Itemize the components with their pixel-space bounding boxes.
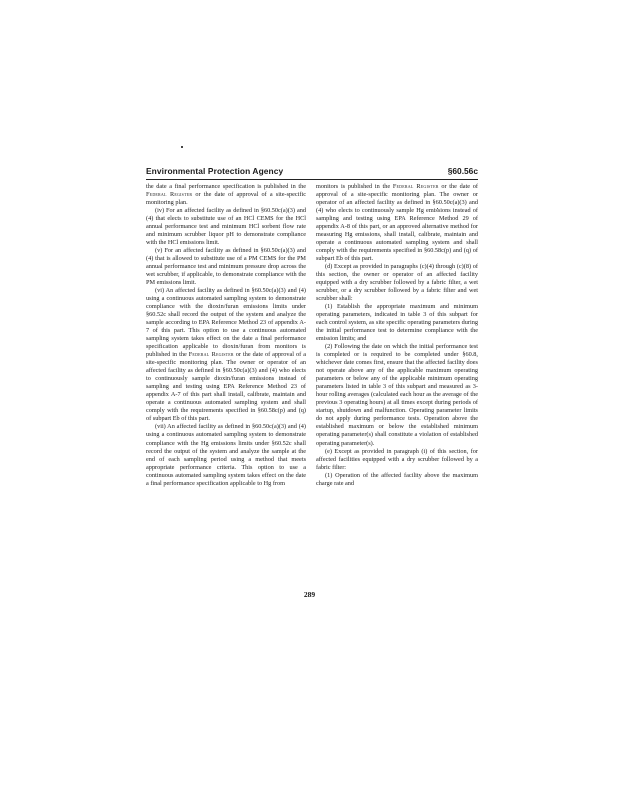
scan-speck [181,146,183,148]
paragraph: (e) Except as provided in paragraph (i) of this section, for affected facilities equipped with a dry scrubber followed by a fabric filter: [316,447,478,471]
left-text-column [146,183,306,488]
paragraph: (vi) An affected facility as defined in §60.50c(a)(3) and (4) using a continuous automated sampling system to demonstrate compliance with the dioxin/furan emissions limits under §60.52c shall record the output of the system and analyze the sample according to EPA Reference Method 23 of appendix A-7 of this part. This option to use a continuous automated sampling system takes effect on the date a final performance specification applicable to dioxin/furan from monitors is published in the Federal Register or the date of approval of a site-specific monitoring plan. The owner or operator of an affected facility as defined in §60.50c(a)(3) and (4) who elects to continuously sample dioxin/furan emissions instead of sampling and testing using EPA Reference Method 23 of appendix A-7 of this part shall install, calibrate, maintain and operate a continuous automated sampling system and shall comply with the requirements specified in §60.58c(p) and (q) of subpart Eb of this part. [146,287,306,423]
paragraph: (v) For an affected facility as defined in §60.50c(a)(3) and (4) that is allowed to substitute use of a PM CEMS for the PM annual performance test and minimum pressure drop across the wet scrubber, if applicable, to demonstrate compliance with the PM emissions limit. [146,247,306,287]
header-rule [146,179,478,180]
paragraph: the date a final performance specification is published in the Federal Register or the date of approval of a site-specific monitoring plan. [146,183,306,207]
paragraph: (iv) For an affected facility as defined in §60.50c(a)(3) and (4) that elects to substitute use of an HCl CEMS for the HCl annual performance test and minimum HCl sorbent flow rate and minimum scrubber liquor pH to demonstrate compliance with the HCl emissions limit. [146,207,306,247]
right-text-column [316,183,478,488]
paragraph: (2) Following the date on which the initial performance test is completed or is required to be completed under §60.8, whichever date comes first, ensure that the affected facility does not operate above any of the applicable maximum operating parameters or below any of the applicable minimum operating parameters listed in table 3 of this subpart and measured as 3-hour rolling averages (calculated each hour as the average of the previous 3 operating hours) at all times except during periods of startup, shutdown and malfunction. Operating parameter limits do not apply during performance tests. Operation above the established maximum or below the established minimum operating parameter(s) shall constitute a violation of established operating parameter(s). [316,343,478,447]
header-section-number: §60.56c [447,166,478,176]
paragraph: (vii) An affected facility as defined in §60.50c(a)(3) and (4) using a continuous automated sampling system to demonstrate compliance with the Hg emissions limits under §60.52c shall record the output of the system and analyze the sample at the end of each sampling period using a method that meets appropriate performance criteria. This option to use a continuous automated sampling system takes effect on the date a final performance specification applicable to Hg from [146,423,306,487]
running-header [146,166,478,178]
header-agency: Environmental Protection Agency [146,166,284,176]
paragraph: monitors is published in the Federal Register or the date of approval of a site-specific monitoring plan. The owner or operator of an affected facility as defined in §60.50c(a)(3) and (4) who elects to continuously sample Hg emissions instead of sampling and testing using EPA Reference Method 29 of appendix A-8 of this part, or an approved alternative method for measuring Hg emissions, shall install, calibrate, maintain and operate a continuous automated sampling system and shall comply with the requirements specified in §60.58c(p) and (q) of subpart Eb of this part. [316,183,478,263]
paragraph: (d) Except as provided in paragraphs (c)(4) through (c)(8) of this section, the owner or operator of an affected facility equipped with a dry scrubber followed by a fabric filter, a wet scrubber, or a dry scrubber followed by a fabric filter and wet scrubber shall: [316,263,478,303]
paragraph: (1) Operation of the affected facility above the maximum charge rate and [316,471,478,487]
paragraph: (1) Establish the appropriate maximum and minimum operating parameters, indicated in table 3 of this subpart for each control system, as site specific operating parameters during the initial performance test to determine compliance with the emission limits; and [316,303,478,343]
page-number: 289 [303,590,316,599]
